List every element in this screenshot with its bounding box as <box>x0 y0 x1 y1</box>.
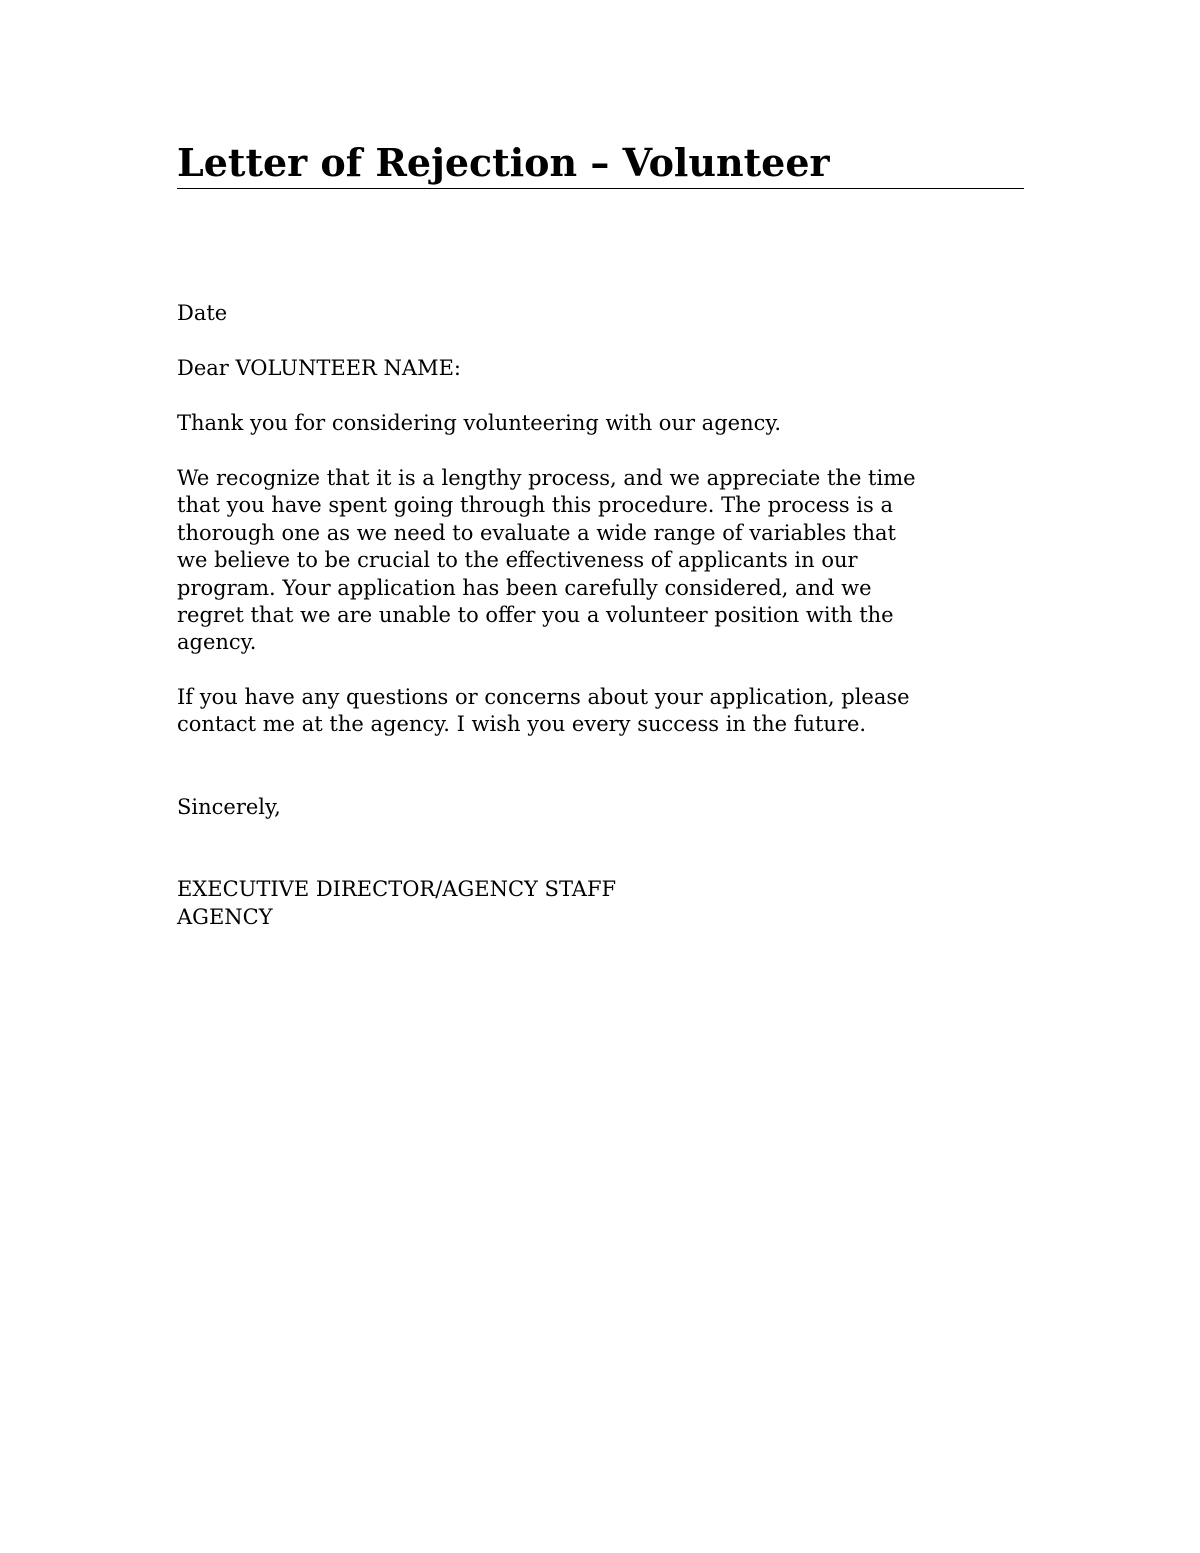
paragraph-line: We recognize that it is a lengthy process, and we appreciate the time <box>177 466 916 490</box>
paragraph-line: agency. <box>177 630 257 655</box>
date-line: Date <box>177 301 228 325</box>
paragraph-line: thorough one as we need to evaluate a wide range of variables that <box>177 520 896 545</box>
paragraph-line: If you have any questions or concerns about your application, please <box>177 685 910 709</box>
title-block <box>177 140 1024 189</box>
paragraph-decision <box>177 465 1024 657</box>
paragraph-thank-you: Thank you for considering volunteering with our agency. <box>177 411 782 435</box>
document-title: Letter of Rejection – Volunteer <box>177 140 830 185</box>
paragraph-line: program. Your application has been carefully considered, and we <box>177 575 872 600</box>
title-underline <box>177 188 1024 189</box>
signature-title: EXECUTIVE DIRECTOR/AGENCY STAFF <box>177 877 617 901</box>
paragraph-contact <box>177 684 1024 739</box>
paragraph-line: contact me at the agency. I wish you every success in the future. <box>177 712 867 737</box>
paragraph-line: regret that we are unable to offer you a volunteer position with the <box>177 603 894 628</box>
salutation: Dear VOLUNTEER NAME: <box>177 356 461 380</box>
signature-organization: AGENCY <box>177 905 273 929</box>
paragraph-line: that you have spent going through this procedure. The process is a <box>177 493 893 518</box>
paragraph-line: we believe to be crucial to the effectiveness of applicants in our <box>177 548 858 573</box>
closing: Sincerely, <box>177 795 281 819</box>
